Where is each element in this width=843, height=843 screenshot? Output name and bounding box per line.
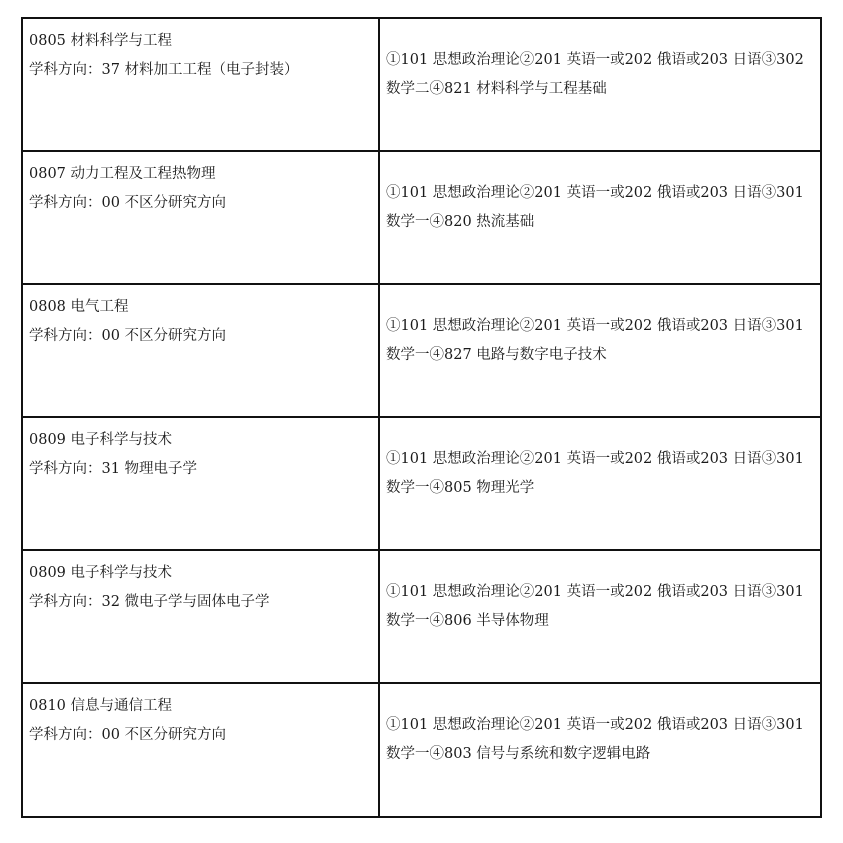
exam-subjects-cell [380, 418, 820, 549]
research-direction: 学科方向：37 材料加工工程（电子封装） [29, 62, 299, 78]
exam-subjects-line-1: ①101 思想政治理论②201 英语一或202 俄语或203 日语③301 [386, 717, 804, 733]
exam-subjects-line-2: 数学一④820 热流基础 [386, 214, 535, 230]
research-direction: 学科方向：32 微电子学与固体电子学 [29, 594, 270, 610]
research-direction: 学科方向：31 物理电子学 [29, 461, 198, 477]
exam-subjects-cell [380, 285, 820, 416]
major-name: 0809 电子科学与技术 [29, 432, 173, 448]
major-cell [23, 285, 380, 416]
exam-subjects-line-2: 数学一④806 半导体物理 [386, 613, 549, 629]
exam-subjects-line-1: ①101 思想政治理论②201 英语一或202 俄语或203 日语③301 [386, 185, 804, 201]
exam-subjects-line-2: 数学一④803 信号与系统和数字逻辑电路 [386, 746, 651, 762]
exam-subjects-line-1: ①101 思想政治理论②201 英语一或202 俄语或203 日语③301 [386, 451, 804, 467]
table-row [23, 19, 820, 152]
major-name: 0808 电气工程 [29, 299, 129, 315]
major-name: 0810 信息与通信工程 [29, 698, 173, 714]
table-row [23, 285, 820, 418]
research-direction: 学科方向：00 不区分研究方向 [29, 328, 227, 344]
exam-subjects-line-1: ①101 思想政治理论②201 英语一或202 俄语或203 日语③301 [386, 318, 804, 334]
exam-subjects-line-2: 数学二④821 材料科学与工程基础 [386, 81, 607, 97]
major-name: 0807 动力工程及工程热物理 [29, 166, 216, 182]
major-cell [23, 19, 380, 150]
research-direction: 学科方向：00 不区分研究方向 [29, 195, 227, 211]
major-cell [23, 551, 380, 682]
exam-subjects-cell [380, 19, 820, 150]
exam-subjects-line-1: ①101 思想政治理论②201 英语一或202 俄语或203 日语③301 [386, 584, 804, 600]
table-row [23, 551, 820, 684]
table-row [23, 152, 820, 285]
major-cell [23, 418, 380, 549]
exam-subjects-line-2: 数学一④805 物理光学 [386, 480, 535, 496]
table-row [23, 418, 820, 551]
exam-subjects-line-2: 数学一④827 电路与数字电子技术 [386, 347, 607, 363]
exam-subjects-line-1: ①101 思想政治理论②201 英语一或202 俄语或203 日语③302 [386, 52, 804, 68]
major-name: 0805 材料科学与工程 [29, 33, 173, 49]
major-name: 0809 电子科学与技术 [29, 565, 173, 581]
major-cell [23, 152, 380, 283]
major-cell [23, 684, 380, 816]
exam-subjects-cell [380, 684, 820, 816]
research-direction: 学科方向：00 不区分研究方向 [29, 727, 227, 743]
exam-subjects-cell [380, 551, 820, 682]
table-row [23, 684, 820, 818]
exam-subjects-cell [380, 152, 820, 283]
exam-subjects-table [21, 17, 822, 818]
